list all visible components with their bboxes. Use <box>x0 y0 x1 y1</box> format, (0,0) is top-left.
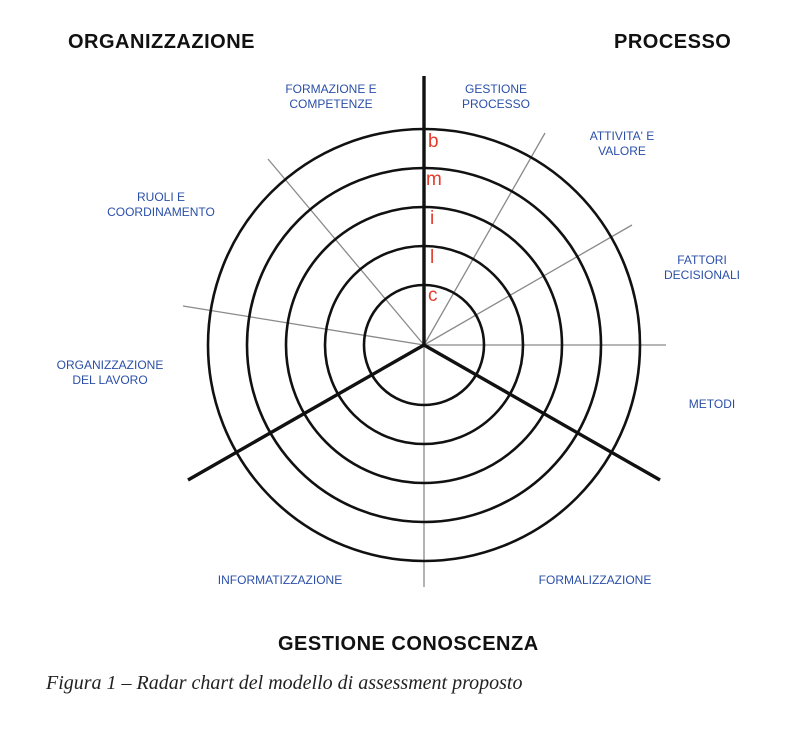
sector-title-organizzazione: ORGANIZZAZIONE <box>68 31 255 53</box>
sector-title-processo: PROCESSO <box>614 31 732 53</box>
dimension-label-ruoli-coordinamento: RUOLI E COORDINAMENTO <box>107 190 215 219</box>
dimension-label-informatizzazione: INFORMATIZZAZIONE <box>217 573 343 587</box>
sector-title-gestione-conoscenza: GESTIONE CONOSCENZA <box>278 633 539 655</box>
spoke-organizzazione <box>183 306 424 345</box>
dimension-label-metodi: METODI <box>688 397 736 411</box>
figure-caption: Figura 1 – Radar chart del modello di assessment proposto <box>46 672 523 694</box>
level-label-i: i <box>430 208 435 229</box>
level-label-l: l <box>430 247 435 268</box>
dimension-label-formazione: FORMAZIONE E COMPETENZE <box>285 82 377 111</box>
dimension-label-attivita-valore: ATTIVITA' E VALORE <box>589 129 655 158</box>
divider-lower-left <box>188 345 424 480</box>
spoke-attivita <box>424 133 545 345</box>
dimension-label-fattori-decisionali: FATTORI DECISIONALI <box>663 253 741 282</box>
level-label-b: b <box>428 131 439 152</box>
dimension-label-formalizzazione: FORMALIZZAZIONE <box>538 573 652 587</box>
divider-lower-right <box>424 345 660 480</box>
level-label-m: m <box>426 169 442 190</box>
dimension-label-organizzazione-lavoro: ORGANIZZAZIONE DEL LAVORO <box>56 358 164 387</box>
dimension-label-gestione-processo: GESTIONE PROCESSO <box>461 82 530 111</box>
level-label-c: c <box>428 285 438 306</box>
